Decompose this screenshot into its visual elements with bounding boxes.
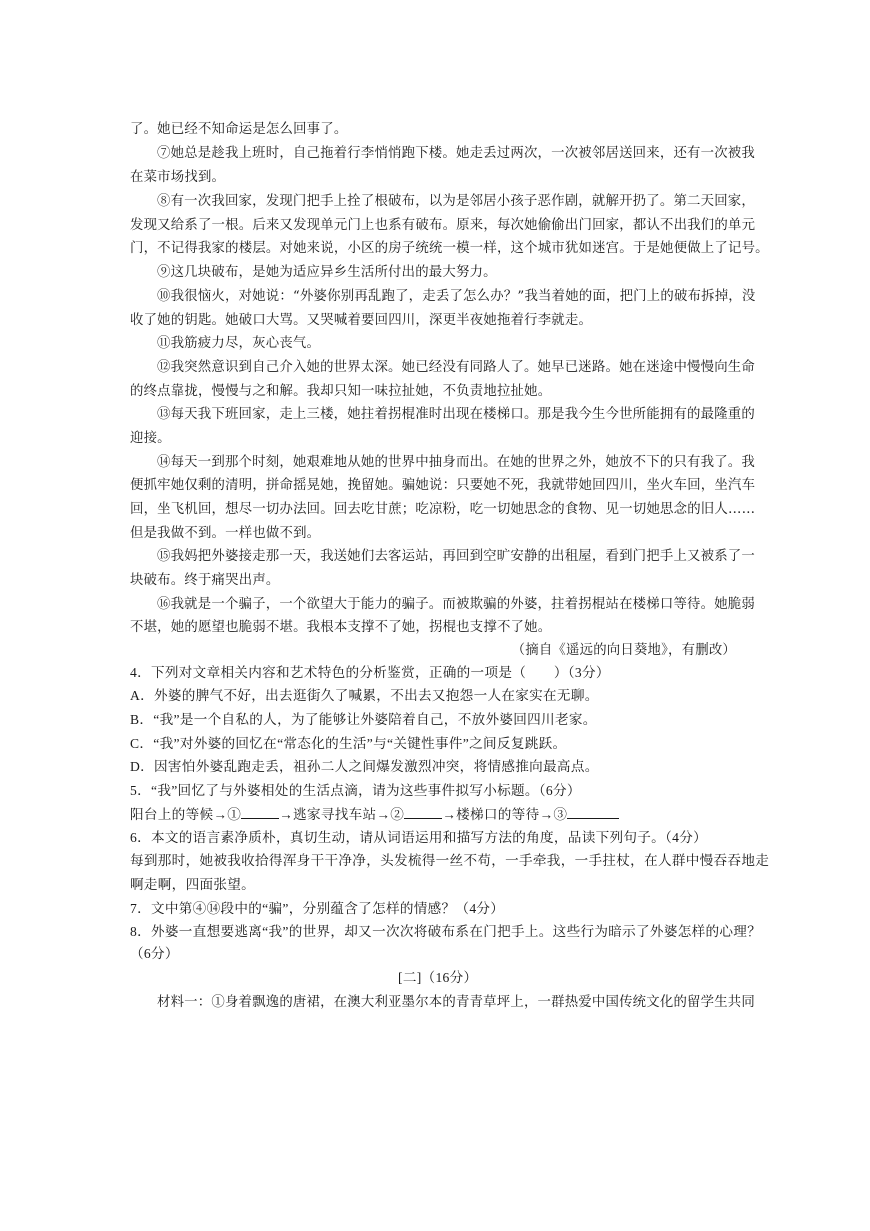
passage-line: 便抓牢她仅剩的清明，拼命摇晃她，挽留她。骗她说：只要她不死，我就带她回四川，坐火车回，坐汽车 [130, 478, 756, 493]
passage-line: 发现又给系了一根。后来又发现单元门上也系有破布。原来，每次她偷偷出门回家，都认不出我们的单元 [130, 218, 756, 233]
answer-blank-3[interactable] [567, 806, 619, 819]
question-6-quote-line: 每到那时，她被我收拾得浑身干干净净，头发梳得一丝不苟，一手牵我，一手拄杖，在人群中慢吞吞地走 [130, 853, 770, 868]
question-4-option-a: A．外婆的脾气不好，出去逛街久了喊累，不出去又抱怨一人在家实在无聊。 [130, 688, 599, 703]
passage-line: ⑪我筋疲力尽，灰心丧气。 [157, 336, 321, 351]
section-2-heading: [二]（16分） [398, 970, 478, 985]
passage-line: ⑯我就是一个骗子，一个欲望大于能力的骗子。而被欺骗的外婆，拄着拐棍站在楼梯口等待。她脆弱 [157, 597, 755, 612]
question-5-answer-line [130, 806, 619, 823]
question-8-stem-line: （6分） [130, 946, 179, 961]
passage-line: ⑫我突然意识到自己介入她的世界太深。她已经没有同路人了。她早已迷路。她在迷途中慢慢向生命 [157, 360, 755, 375]
question-4-option-b: B．“我”是一个自私的人，为了能够让外婆陪着自己，不放外婆回四川老家。 [130, 712, 597, 727]
passage-line: ⑧有一次我回家，发现门把手上拴了根破布，以为是邻居小孩子恶作剧，就解开扔了。第二天回家， [157, 194, 755, 209]
passage-line: 回，坐飞机回，想尽一切办法回。回去吃甘蔗；吃凉粉，吃一切她思念的食物、见一切她思念的旧人…… [130, 502, 756, 517]
question-8-stem-line: 8．外婆一直想要逃离“我”的世界，却又一次次将破布系在门把手上。这些行为暗示了外婆怎样的心理？ [130, 924, 762, 939]
question-5-stem: 5．“我”回忆了与外婆相处的生活点滴，请为这些事件拟写小标题。（6分） [130, 783, 581, 798]
question-5-part-2: →逃家寻找车站→② [279, 807, 405, 822]
passage-line: 门，不记得我家的楼层。对她来说，小区的房子统统一模一样，这个城市犹如迷宫。于是她便做上了记号。 [130, 241, 769, 256]
question-6-stem: 6．本文的语言素净质朴，真切生动，请从词语运用和描写方法的角度，品读下列句子。（4分） [130, 830, 708, 845]
passage-line: ⑦她总是趁我上班时，自己拖着行李悄悄跑下楼。她走丢过两次，一次被邻居送回来，还有一次被我 [157, 146, 755, 161]
passage-line: 了。她已经不知命运是怎么回事了。 [130, 122, 348, 137]
question-7-stem: 7．文中第④⑭段中的“骗”，分别蕴含了怎样的情感？（4分） [130, 901, 505, 916]
question-4-stem: 4．下列对文章相关内容和艺术特色的分析鉴赏，正确的一项是（ ）（3分） [130, 665, 610, 680]
question-6-quote-line: 啊走啊，四面张望。 [130, 877, 256, 892]
passage-source: （摘自《遥远的向日葵地》，有删改） [511, 643, 736, 658]
answer-blank-2[interactable] [404, 806, 442, 819]
passage-line: 的终点靠拢，慢慢与之和解。我却只知一味拉扯她，不负责地拉扯她。 [130, 384, 552, 399]
passage-line: 迎接。 [130, 431, 171, 446]
question-5-part-3: →楼梯口的等待→③ [442, 807, 568, 822]
passage-line: ⑬每天我下班回家，走上三楼，她拄着拐棍准时出现在楼梯口。那是我今生今世所能拥有的最隆重的 [157, 407, 755, 422]
section-2-first-line: 材料一：①身着飘逸的唐裙，在澳大利亚墨尔本的青青草坪上，一群热爱中国传统文化的留学生共同 [157, 995, 755, 1010]
passage-line: ⑨这几块破布，是她为适应异乡生活所付出的最大努力。 [157, 265, 497, 280]
passage-line: 块破布。终于痛哭出声。 [130, 573, 280, 588]
passage-line: ⑭每天一到那个时刻，她艰难地从她的世界中抽身而出。在她的世界之外，她放不下的只有我了。我 [157, 455, 755, 470]
answer-blank-1[interactable] [241, 806, 279, 819]
passage-line: 在菜市场找到。 [130, 170, 226, 185]
passage-line: 但是我做不到。一样也做不到。 [130, 526, 321, 541]
question-5-part-1: 阳台上的等候→① [130, 807, 242, 822]
question-4-option-d: D．因害怕外婆乱跑走丢，祖孙二人之间爆发激烈冲突，将情感推向最高点。 [130, 759, 599, 774]
question-4-option-c: C．“我”对外婆的回忆在“常态化的生活”与“关键性事件”之间反复跳跃。 [130, 736, 567, 751]
passage-line: ⑩我很恼火，对她说：“外婆你别再乱跑了，走丢了怎么办？”我当着她的面，把门上的破布拆掉，没 [157, 289, 756, 304]
passage-line: ⑮我妈把外婆接走那一天，我送她们去客运站，再回到空旷安静的出租屋，看到门把手上又被系了一 [157, 549, 755, 564]
passage-line: 不堪，她的愿望也脆弱不堪。我根本支撑不了她，拐棍也支撑不了她。 [130, 620, 552, 635]
passage-line: 收了她的钥匙。她破口大骂。又哭喊着要回四川，深更半夜她拖着行李就走。 [130, 313, 593, 328]
